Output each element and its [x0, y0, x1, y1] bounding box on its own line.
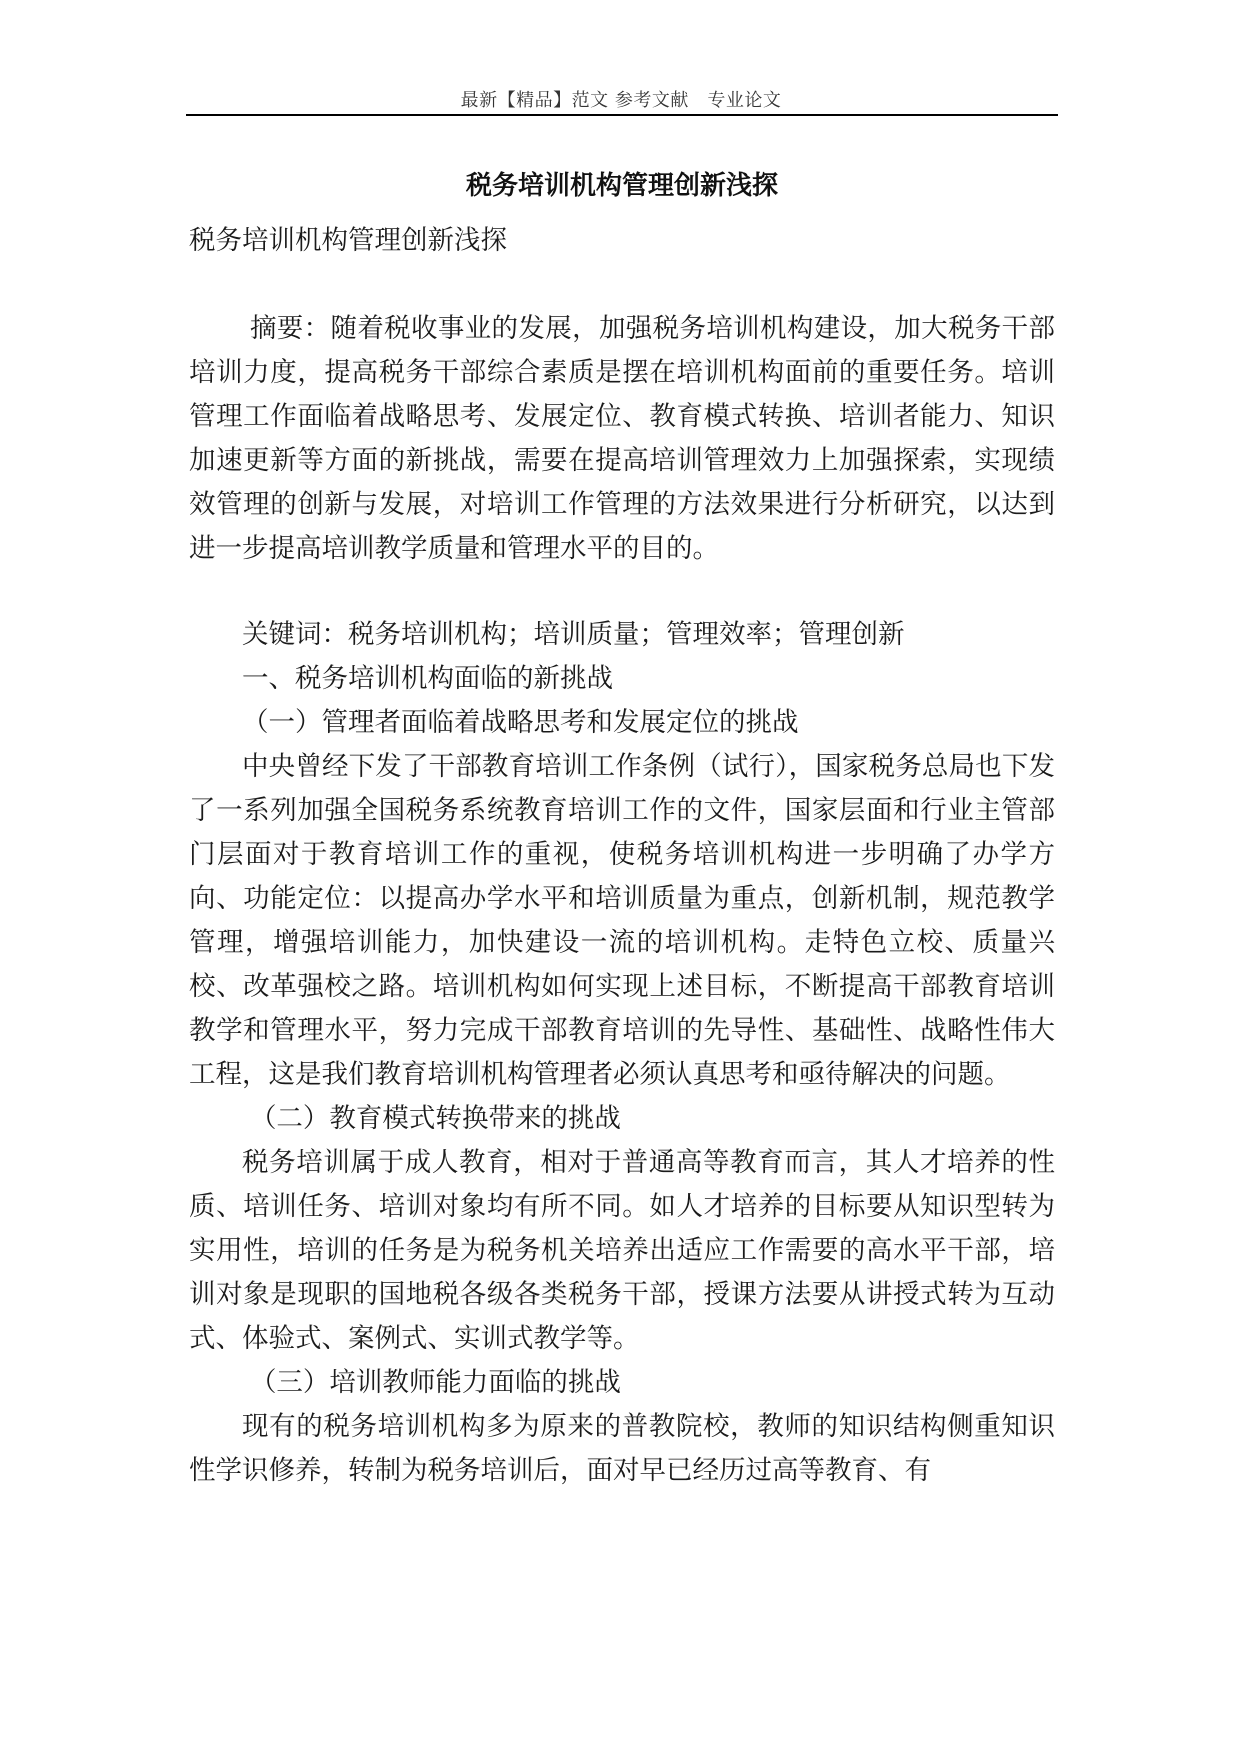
subsection-heading-1: （一）管理者面临着战略思考和发展定位的挑战 [242, 707, 799, 738]
header-divider [186, 114, 1058, 116]
subsection-body-3: 现有的税务培训机构多为原来的普教院校，教师的知识结构侧重知识性学识修养，转制为税务培训后，面对早已经历过高等教育、有 [189, 1411, 1055, 1486]
document-subtitle: 税务培训机构管理创新浅探 [189, 225, 507, 256]
document-title: 税务培训机构管理创新浅探 [465, 171, 778, 201]
page-header: 最新【精品】范文 参考文献 专业论文 [460, 90, 782, 111]
keywords-line: 关键词：税务培训机构；培训质量；管理效率；管理创新 [242, 619, 905, 650]
abstract-paragraph: 摘要：随着税收事业的发展，加强税务培训机构建设，加大税务干部培训力度，提高税务干部综合素质是摆在培训机构面前的重要任务。培训管理工作面临着战略思考、发展定位、教育模式转换、培训者能力、知识加速更新等方面的新挑战，需要在提高培训管理效力上加强探索，实现绩效管理的创新与发展，对培训工作管理的方法效果进行分析研究，以达到进一步提高培训教学质量和管理水平的目的。 [189, 313, 1055, 564]
subsection-body-2: 税务培训属于成人教育，相对于普通高等教育而言，其人才培养的性质、培训任务、培训对象均有所不同。如人才培养的目标要从知识型转为实用性，培训的任务是为税务机关培养出适应工作需要的高水平干部，培训对象是现职的国地税各级各类税务干部，授课方法要从讲授式转为互动式、体验式、案例式、实训式教学等。 [189, 1147, 1055, 1354]
document-body [189, 219, 1055, 1493]
subsection-heading-2: （二）教育模式转换带来的挑战 [249, 1103, 621, 1134]
section-heading-1: 一、税务培训机构面临的新挑战 [242, 663, 613, 694]
subsection-body-1: 中央曾经下发了干部教育培训工作条例（试行），国家税务总局也下发了一系列加强全国税务系统教育培训工作的文件，国家层面和行业主管部门层面对于教育培训工作的重视，使税务培训机构进一步明确了办学方向、功能定位：以提高办学水平和培训质量为重点，创新机制，规范教学管理，增强培训能力，加快建设一流的培训机构。走特色立校、质量兴校、改革强校之路。培训机构如何实现上述目标，不断提高干部教育培训教学和管理水平，努力完成干部教育培训的先导性、基础性、战略性伟大工程，这是我们教育培训机构管理者必须认真思考和亟待解决的问题。 [189, 751, 1055, 1090]
subsection-heading-3: （三）培训教师能力面临的挑战 [249, 1367, 621, 1398]
